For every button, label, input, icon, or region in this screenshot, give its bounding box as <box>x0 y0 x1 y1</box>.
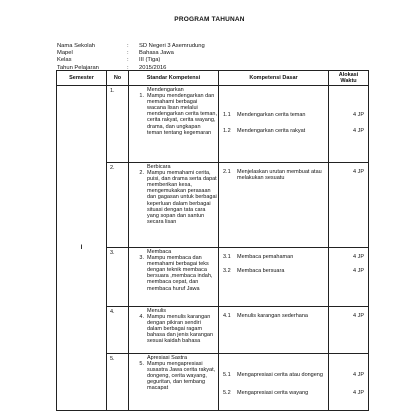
kd-number: 4.1 <box>223 313 231 319</box>
sk-number: 2. <box>139 170 144 177</box>
kd-number: 5.1 <box>223 372 231 378</box>
school-info <box>57 43 205 72</box>
kd-item <box>223 268 326 274</box>
sk-title: Menulis <box>147 308 166 314</box>
alokasi-waktu-cell <box>329 248 369 307</box>
kd-item <box>223 254 326 260</box>
kd-text: Mengapresiasi cerita atau dongeng <box>237 372 323 378</box>
sk-body <box>130 255 217 292</box>
aw-value: 4 JP <box>352 128 364 134</box>
document-title: PROGRAM TAHUNAN <box>174 16 245 23</box>
row-number: 4. <box>107 307 129 354</box>
info-value: Bahasa Jawa <box>139 50 174 57</box>
info-colon: : <box>127 50 129 57</box>
alokasi-waktu-cell <box>329 163 369 248</box>
info-colon: : <box>127 64 129 71</box>
header-alokasi-line2: Waktu <box>340 78 357 84</box>
row-number: 1. <box>107 86 129 163</box>
sk-description: Mampu menulis karangan dengan pikiran sendiri dalam berbagai ragam bahasa dan jenis karangan sesuai kaidah bahasa <box>147 314 214 345</box>
table-row <box>57 86 369 163</box>
standar-kompetensi-cell <box>129 354 219 411</box>
table-header-row <box>57 71 369 86</box>
kd-item <box>223 128 326 134</box>
info-value: 2015/2016 <box>139 64 167 71</box>
info-colon: : <box>127 57 129 64</box>
kd-text: Mendengarkan cerita rakyat <box>237 128 306 134</box>
sk-title: Membaca <box>147 249 172 255</box>
header-no: No <box>107 71 129 86</box>
info-key: Kelas <box>57 57 72 64</box>
standar-kompetensi-cell <box>129 307 219 354</box>
aw-value: 4 JP <box>352 372 364 378</box>
aw-value: 4 JP <box>352 390 364 396</box>
kd-text: Mengapresiasi cerita wayang <box>237 390 309 396</box>
kd-item <box>223 169 326 181</box>
sk-description: Mampu mengapresiasi susastra Jawa cerita rakyat, dongeng, cerita wayang, geguritan, dan tembang macapat <box>147 361 216 392</box>
aw-value: 4 JP <box>352 268 364 274</box>
sk-title: Mendengarkan <box>147 87 184 93</box>
sk-description: Mampu memahami cerita, puisi, dan drama serta dapat memberikan kesa, mengemukakan perasaan dan gagasan untuk berbagai keperluan dalam berbagai situasi dengan tata cara yang sopan dan santun secara lisan <box>147 170 217 225</box>
sk-body <box>130 170 217 225</box>
info-value: SD Negeri 3 Asemrudung <box>139 43 205 49</box>
alokasi-waktu-cell <box>329 307 369 354</box>
sk-title: Apresiasi Sastra <box>147 355 188 361</box>
kd-item <box>223 372 326 378</box>
kd-item <box>223 390 326 396</box>
kd-text: Membaca pemahaman <box>237 254 294 260</box>
program-table <box>56 70 369 411</box>
standar-kompetensi-cell <box>129 86 219 163</box>
kd-number: 1.2 <box>223 128 231 134</box>
semester-cell: I <box>57 86 107 411</box>
sk-description: Mampu membaca dan memahami berbagai teks dengan teknik membaca bersuara ,membaca indah, membaca cepat, dan membaca huruf Jawa <box>147 255 213 292</box>
sk-number: 1. <box>139 93 144 100</box>
kd-number: 5.2 <box>223 390 231 396</box>
kd-text: Menulis karangan sederhana <box>237 313 308 319</box>
kd-number: 3.1 <box>223 254 231 260</box>
kd-number: 1.1 <box>223 112 231 118</box>
kompetensi-dasar-cell <box>219 248 329 307</box>
kd-text: Menjelaskan urutan membuat atau melakukan sesuatu <box>237 169 322 182</box>
kd-number: 3.2 <box>223 268 231 274</box>
sk-body <box>130 93 217 136</box>
sk-number: 4. <box>139 314 144 321</box>
info-key: Nama Sekolah <box>57 43 96 49</box>
aw-value: 4 JP <box>352 254 364 260</box>
kd-item <box>223 313 326 319</box>
info-key: Tahun Pelajaran <box>57 64 99 71</box>
header-kompetensi-dasar: Kompetensi Dasar <box>219 71 329 86</box>
info-key: Mapel <box>57 50 73 57</box>
kd-text: Membaca bersuara <box>237 268 285 274</box>
row-number: 5. <box>107 354 129 411</box>
header-standar-kompetensi: Standar Kompetensi <box>129 71 219 86</box>
aw-value: 4 JP <box>352 112 364 118</box>
kompetensi-dasar-cell <box>219 163 329 248</box>
kd-item <box>223 112 326 118</box>
info-row <box>57 57 205 64</box>
info-colon: : <box>127 43 129 49</box>
kompetensi-dasar-cell <box>219 354 329 411</box>
header-alokasi-line1: Alokasi <box>338 71 359 78</box>
row-number: 2. <box>107 163 129 248</box>
sk-body <box>130 314 217 344</box>
sk-number: 5. <box>139 361 144 368</box>
sk-body <box>130 361 217 391</box>
kd-text: Mendengarkan cerita teman <box>237 112 306 118</box>
standar-kompetensi-cell <box>129 248 219 307</box>
sk-description: Mampu mendengarkan dan memahami berbagai wacana lisan melalui mendengarkan cerita teman, cerita rakyat, cerita wayang, drama, dan ungkapan teman tentang kegemaran <box>147 93 218 136</box>
kd-number: 2.1 <box>223 169 231 175</box>
header-semester: Semester <box>57 71 107 86</box>
alokasi-waktu-cell <box>329 354 369 411</box>
alokasi-waktu-cell <box>329 86 369 163</box>
standar-kompetensi-cell <box>129 163 219 248</box>
header-alokasi-waktu <box>329 71 369 86</box>
kompetensi-dasar-cell <box>219 307 329 354</box>
kompetensi-dasar-cell <box>219 86 329 163</box>
info-value: III (Tiga) <box>139 57 161 64</box>
info-row <box>57 50 205 57</box>
aw-value: 4 JP <box>352 169 364 175</box>
aw-value: 4 JP <box>352 313 364 319</box>
sk-title: Berbicara <box>147 164 171 170</box>
info-row <box>57 43 205 50</box>
row-number: 3. <box>107 248 129 307</box>
sk-number: 3. <box>139 255 144 262</box>
